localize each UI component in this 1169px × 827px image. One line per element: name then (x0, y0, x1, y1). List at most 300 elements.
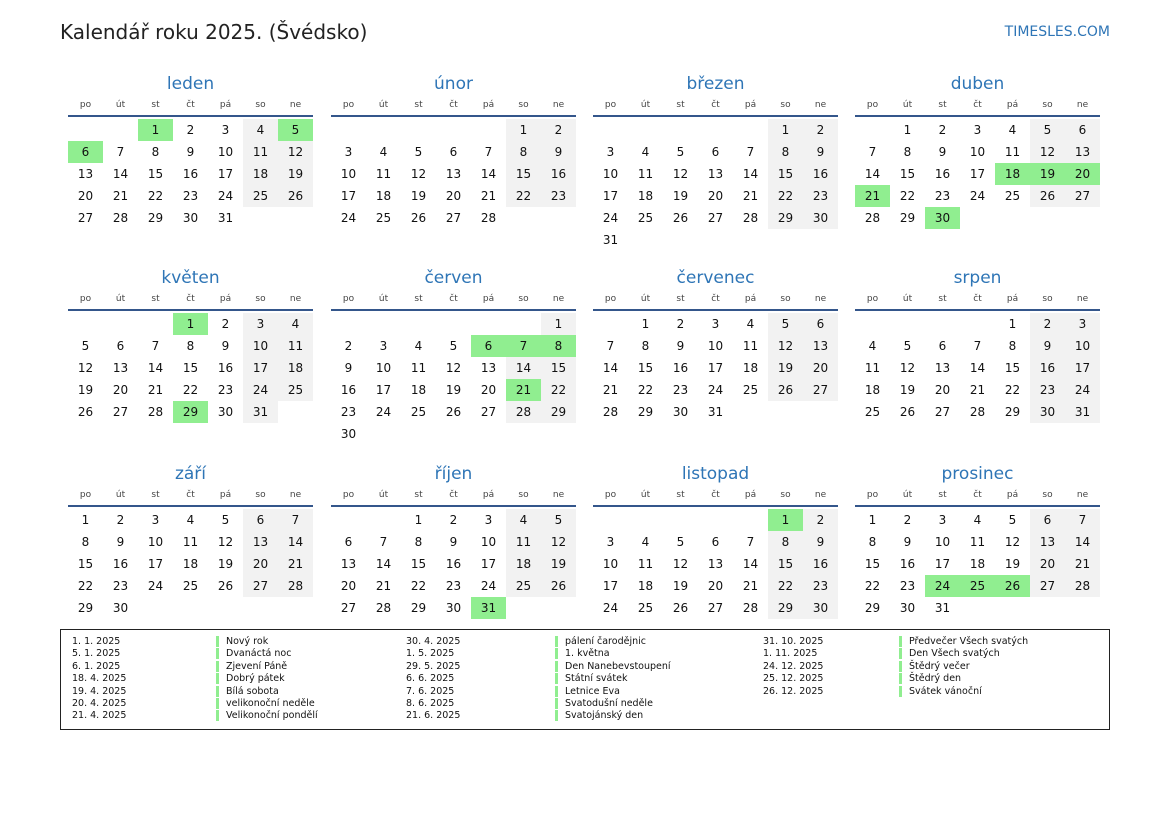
weekday-label: so (1042, 490, 1053, 500)
weekday-header (593, 490, 838, 504)
day-cell: 20 (707, 189, 724, 203)
day-cell: 22 (410, 579, 427, 593)
day-cell: 23 (672, 383, 689, 397)
day-cell: 3 (711, 317, 720, 331)
day-cell: 4 (506, 509, 541, 531)
day-cell: 22 (899, 189, 916, 203)
day-cell: 17 (243, 357, 278, 379)
day-cell: 18 (375, 189, 392, 203)
day-cell: 18 (637, 189, 654, 203)
weekday-label: st (151, 490, 160, 500)
days-grid (855, 507, 1100, 640)
day-cell: 10 (147, 535, 164, 549)
day-cell: 8 (641, 339, 650, 353)
day-cell: 26 (278, 185, 313, 207)
day-cell: 23 (340, 405, 357, 419)
holiday-date: 29. 5. 2025 (406, 660, 461, 672)
day-cell: 27 (1030, 575, 1065, 597)
weekday-label: po (342, 100, 355, 110)
day-cell: 1 (541, 313, 576, 335)
day-cell: 3 (973, 123, 982, 137)
weekday-label: po (604, 100, 617, 110)
holiday-name: Svatodušní neděle (555, 698, 653, 709)
weekday-label: ne (1076, 100, 1089, 110)
holiday-day-cell: 1 (173, 313, 208, 335)
day-cell: 18 (410, 383, 427, 397)
day-cell: 22 (637, 383, 654, 397)
day-cell: 8 (414, 535, 423, 549)
holiday-day-cell: 8 (541, 335, 576, 357)
day-cell: 4 (379, 145, 388, 159)
day-cell: 25 (278, 379, 313, 401)
day-cell: 4 (868, 339, 877, 353)
day-cell: 6 (243, 509, 278, 531)
day-cell: 16 (541, 163, 576, 185)
day-cell: 21 (742, 189, 759, 203)
holiday-date: 26. 12. 2025 (763, 685, 824, 697)
day-cell: 9 (803, 141, 838, 163)
day-cell: 11 (637, 167, 654, 181)
day-cell: 20 (707, 579, 724, 593)
day-cell: 6 (1065, 119, 1100, 141)
day-cell: 3 (1065, 313, 1100, 335)
weekday-label: pá (219, 100, 232, 110)
day-cell: 25 (375, 211, 392, 225)
holiday-name: Dvanáctá noc (216, 648, 291, 659)
day-cell: 19 (899, 383, 916, 397)
day-cell: 13 (1065, 141, 1100, 163)
month-name: listopad (681, 464, 750, 484)
day-cell: 19 (278, 163, 313, 185)
weekday-label: pá (1006, 490, 1019, 500)
day-cell: 21 (375, 579, 392, 593)
holiday-day-cell: 1 (138, 119, 173, 141)
day-cell: 28 (375, 601, 392, 615)
day-cell: 24 (147, 579, 164, 593)
day-cell: 11 (864, 361, 881, 375)
weekday-label: čt (973, 294, 982, 304)
holiday-name: Den Nanebevstoupení (555, 661, 671, 672)
day-cell: 16 (934, 167, 951, 181)
day-cell: 29 (147, 211, 164, 225)
day-cell: 18 (278, 357, 313, 379)
day-cell: 6 (803, 313, 838, 335)
day-cell: 7 (151, 339, 160, 353)
day-cell: 26 (1030, 185, 1065, 207)
day-cell: 4 (243, 119, 278, 141)
day-cell: 26 (672, 601, 689, 615)
day-cell: 4 (278, 313, 313, 335)
day-cell: 30 (182, 211, 199, 225)
day-cell: 11 (410, 361, 427, 375)
weekday-label: po (342, 294, 355, 304)
day-cell: 22 (147, 189, 164, 203)
holiday-day-cell: 6 (68, 141, 103, 163)
holiday-date: 19. 4. 2025 (72, 685, 127, 697)
day-cell: 29 (899, 211, 916, 225)
holiday-date: 8. 6. 2025 (406, 698, 455, 709)
holiday-name: Předvečer Všech svatých (899, 636, 1028, 647)
day-cell: 15 (768, 553, 803, 575)
days-grid (855, 117, 1100, 250)
day-cell: 4 (641, 535, 650, 549)
days-grid (68, 507, 313, 640)
day-cell: 16 (899, 557, 916, 571)
holiday-name: Státní svátek (555, 673, 627, 684)
day-cell: 7 (868, 145, 877, 159)
day-cell: 5 (676, 535, 685, 549)
holiday-date: 18. 4. 2025 (72, 673, 127, 685)
holiday-name: Den Všech svatých (899, 648, 1000, 659)
weekday-header (331, 294, 576, 308)
day-cell: 20 (340, 579, 357, 593)
day-cell: 5 (1008, 513, 1017, 527)
day-cell: 15 (637, 361, 654, 375)
day-cell: 28 (278, 575, 313, 597)
day-cell: 1 (506, 119, 541, 141)
day-cell: 1 (81, 513, 90, 527)
day-cell: 30 (803, 207, 838, 229)
holiday-day-cell: 5 (278, 119, 313, 141)
day-cell: 10 (602, 557, 619, 571)
day-cell: 12 (445, 361, 462, 375)
month-name: červenec (676, 268, 755, 288)
holiday-day-cell: 29 (173, 401, 208, 423)
day-cell: 10 (934, 535, 951, 549)
day-cell: 26 (541, 575, 576, 597)
days-grid (331, 311, 576, 444)
day-cell: 15 (506, 163, 541, 185)
holiday-name: Dobrý pátek (216, 673, 285, 684)
site-link[interactable]: TIMESLES.COM (1004, 24, 1110, 40)
day-cell: 12 (1004, 535, 1021, 549)
holiday-date: 6. 1. 2025 (72, 660, 121, 672)
day-cell: 29 (1004, 405, 1021, 419)
holiday-day-cell: 21 (855, 185, 890, 207)
month-name: prosinec (941, 464, 1014, 484)
day-cell: 20 (1030, 553, 1065, 575)
weekday-label: ne (552, 294, 565, 304)
day-cell: 9 (344, 361, 353, 375)
holiday-day-cell: 30 (925, 207, 960, 229)
day-cell: 18 (637, 579, 654, 593)
weekday-label: ne (289, 490, 302, 500)
weekday-label: so (780, 100, 791, 110)
day-cell: 1 (1008, 317, 1017, 331)
day-cell: 28 (864, 211, 881, 225)
weekday-label: út (115, 294, 126, 304)
day-cell: 22 (864, 579, 881, 593)
day-cell: 17 (1065, 357, 1100, 379)
holiday-day-cell: 31 (471, 597, 506, 619)
day-cell: 13 (480, 361, 497, 375)
day-cell: 21 (112, 189, 129, 203)
day-cell: 13 (707, 557, 724, 571)
day-cell: 8 (506, 141, 541, 163)
day-cell: 11 (243, 141, 278, 163)
month-name: říjen (434, 464, 473, 484)
days-grid (68, 311, 313, 444)
day-cell: 23 (899, 579, 916, 593)
day-cell: 9 (803, 531, 838, 553)
day-cell: 15 (410, 557, 427, 571)
day-cell: 10 (375, 361, 392, 375)
day-cell: 2 (803, 119, 838, 141)
day-cell: 5 (221, 513, 230, 527)
day-cell: 10 (340, 167, 357, 181)
days-grid (331, 117, 576, 250)
day-cell: 2 (541, 119, 576, 141)
day-cell: 1 (768, 119, 803, 141)
weekday-label: ne (1076, 294, 1089, 304)
day-cell: 12 (278, 141, 313, 163)
day-cell: 8 (1008, 339, 1017, 353)
day-cell: 27 (934, 405, 951, 419)
day-cell: 11 (1004, 145, 1021, 159)
day-cell: 16 (112, 557, 129, 571)
weekday-label: čt (711, 294, 720, 304)
weekday-label: pá (482, 100, 495, 110)
day-cell: 3 (243, 313, 278, 335)
day-cell: 9 (221, 339, 230, 353)
weekday-label: út (902, 294, 913, 304)
day-cell: 19 (541, 553, 576, 575)
day-cell: 28 (742, 211, 759, 225)
weekday-label: so (518, 490, 529, 500)
day-cell: 6 (344, 535, 353, 549)
weekday-label: st (676, 490, 685, 500)
day-cell: 20 (934, 383, 951, 397)
day-cell: 6 (1030, 509, 1065, 531)
day-cell: 28 (480, 211, 497, 225)
day-cell: 20 (243, 553, 278, 575)
day-cell: 1 (414, 513, 423, 527)
holiday-name: Štědrý večer (899, 661, 970, 672)
day-cell: 9 (676, 339, 685, 353)
day-cell: 13 (1030, 531, 1065, 553)
weekday-label: út (115, 100, 126, 110)
weekday-label: st (151, 294, 160, 304)
day-cell: 31 (602, 233, 619, 247)
holiday-date: 31. 10. 2025 (763, 636, 824, 647)
day-cell: 1 (641, 317, 650, 331)
weekday-label: ne (814, 100, 827, 110)
weekday-header (855, 490, 1100, 504)
holiday-list (60, 629, 1110, 730)
day-cell: 24 (375, 405, 392, 419)
day-cell: 29 (864, 601, 881, 615)
day-cell: 13 (340, 557, 357, 571)
day-cell: 26 (445, 405, 462, 419)
weekday-header (331, 490, 576, 504)
holiday-day-cell: 18 (995, 163, 1030, 185)
holiday-day-cell: 21 (506, 379, 541, 401)
day-cell: 9 (541, 141, 576, 163)
day-cell: 8 (768, 531, 803, 553)
holiday-name: 1. května (555, 648, 610, 659)
day-cell: 10 (602, 167, 619, 181)
day-cell: 6 (449, 145, 458, 159)
weekday-label: ne (552, 100, 565, 110)
weekday-label: ne (814, 294, 827, 304)
holiday-name: Bílá sobota (216, 686, 279, 697)
holiday-date: 5. 1. 2025 (72, 648, 121, 660)
day-cell: 14 (506, 357, 541, 379)
day-cell: 9 (938, 145, 947, 159)
weekday-label: čt (449, 100, 458, 110)
day-cell: 27 (445, 211, 462, 225)
day-cell: 14 (742, 557, 759, 571)
holiday-name: Nový rok (216, 636, 268, 647)
day-cell: 8 (903, 145, 912, 159)
day-cell: 8 (81, 535, 90, 549)
weekday-label: so (1042, 100, 1053, 110)
day-cell: 31 (217, 211, 234, 225)
day-cell: 12 (672, 167, 689, 181)
weekday-label: pá (744, 490, 757, 500)
day-cell: 15 (1004, 361, 1021, 375)
day-cell: 16 (672, 361, 689, 375)
day-cell: 6 (711, 535, 720, 549)
weekday-label: so (1042, 294, 1053, 304)
day-cell: 15 (768, 163, 803, 185)
weekday-label: čt (449, 490, 458, 500)
day-cell: 19 (410, 189, 427, 203)
day-cell: 20 (445, 189, 462, 203)
weekday-label: pá (482, 490, 495, 500)
month-name: duben (950, 74, 1005, 94)
day-cell: 15 (147, 167, 164, 181)
day-cell: 28 (742, 601, 759, 615)
day-cell: 13 (803, 335, 838, 357)
day-cell: 18 (864, 383, 881, 397)
day-cell: 9 (903, 535, 912, 549)
holiday-date: 1. 5. 2025 (406, 648, 455, 660)
day-cell: 20 (77, 189, 94, 203)
day-cell: 2 (803, 509, 838, 531)
holiday-date: 21. 4. 2025 (72, 710, 127, 722)
weekday-label: st (676, 294, 685, 304)
day-cell: 12 (77, 361, 94, 375)
day-cell: 13 (445, 167, 462, 181)
day-cell: 11 (969, 535, 986, 549)
day-cell: 22 (182, 383, 199, 397)
day-cell: 17 (480, 557, 497, 571)
weekday-label: čt (186, 100, 195, 110)
day-cell: 18 (182, 557, 199, 571)
day-cell: 30 (217, 405, 234, 419)
weekday-label: út (378, 100, 389, 110)
day-cell: 2 (676, 317, 685, 331)
day-cell: 2 (186, 123, 195, 137)
day-cell: 14 (480, 167, 497, 181)
day-cell: 3 (938, 513, 947, 527)
weekday-label: po (342, 490, 355, 500)
day-cell: 28 (969, 405, 986, 419)
days-grid (68, 117, 313, 250)
weekday-label: st (414, 100, 423, 110)
weekday-label: čt (711, 100, 720, 110)
day-cell: 10 (1065, 335, 1100, 357)
holiday-name: Štědrý den (899, 673, 961, 684)
day-cell: 30 (803, 597, 838, 619)
day-cell: 1 (868, 513, 877, 527)
day-cell: 31 (934, 601, 951, 615)
day-cell: 25 (243, 185, 278, 207)
day-cell: 25 (637, 601, 654, 615)
day-cell: 21 (602, 383, 619, 397)
day-cell: 13 (243, 531, 278, 553)
day-cell: 11 (637, 557, 654, 571)
weekday-header (855, 100, 1100, 114)
day-cell: 18 (742, 361, 759, 375)
day-cell: 14 (1065, 531, 1100, 553)
day-cell: 24 (602, 211, 619, 225)
weekday-header (68, 100, 313, 114)
day-cell: 29 (541, 401, 576, 423)
day-cell: 14 (112, 167, 129, 181)
day-cell: 26 (672, 211, 689, 225)
weekday-header (593, 294, 838, 308)
day-cell: 12 (541, 531, 576, 553)
weekday-label: út (378, 490, 389, 500)
holiday-name: Svátek vánoční (899, 686, 982, 697)
day-cell: 23 (182, 189, 199, 203)
weekday-label: ne (289, 294, 302, 304)
day-cell: 20 (480, 383, 497, 397)
day-cell: 22 (506, 185, 541, 207)
weekday-label: pá (219, 490, 232, 500)
day-cell: 25 (410, 405, 427, 419)
day-cell: 12 (217, 535, 234, 549)
holiday-date: 1. 11. 2025 (763, 648, 818, 660)
day-cell: 10 (707, 339, 724, 353)
day-cell: 5 (414, 145, 423, 159)
day-cell: 26 (768, 379, 803, 401)
weekday-label: so (780, 490, 791, 500)
day-cell: 5 (903, 339, 912, 353)
day-cell: 16 (803, 553, 838, 575)
day-cell: 2 (1030, 313, 1065, 335)
day-cell: 30 (672, 405, 689, 419)
day-cell: 17 (707, 361, 724, 375)
day-cell: 20 (112, 383, 129, 397)
day-cell: 27 (77, 211, 94, 225)
day-cell: 27 (480, 405, 497, 419)
day-cell: 9 (186, 145, 195, 159)
weekday-label: st (938, 294, 947, 304)
day-cell: 21 (278, 553, 313, 575)
day-cell: 23 (217, 383, 234, 397)
day-cell: 16 (445, 557, 462, 571)
day-cell: 29 (410, 601, 427, 615)
day-cell: 11 (375, 167, 392, 181)
day-cell: 12 (410, 167, 427, 181)
days-grid (855, 311, 1100, 444)
weekday-label: st (414, 294, 423, 304)
holiday-day-cell: 19 (1030, 163, 1065, 185)
weekday-label: po (604, 490, 617, 500)
day-cell: 13 (934, 361, 951, 375)
day-cell: 5 (81, 339, 90, 353)
day-cell: 16 (182, 167, 199, 181)
day-cell: 18 (506, 553, 541, 575)
day-cell: 12 (768, 335, 803, 357)
weekday-label: pá (1006, 294, 1019, 304)
weekday-label: pá (219, 294, 232, 304)
day-cell: 14 (602, 361, 619, 375)
day-cell: 1 (903, 123, 912, 137)
